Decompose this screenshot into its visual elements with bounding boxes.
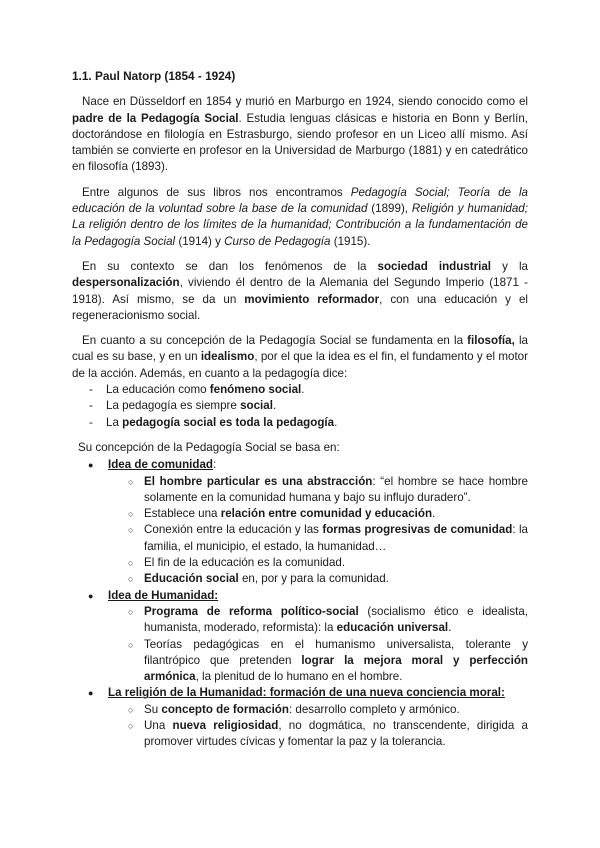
sub-item	[108, 637, 528, 686]
section-label: Idea de Humanidad:	[108, 588, 219, 602]
bullet-icon: ●	[88, 460, 94, 471]
text-run: (socialismo ético e idealista, humanista, moderado, reformista): la	[144, 604, 529, 635]
context-paragraph	[72, 259, 528, 324]
dash-marker: -	[89, 415, 93, 429]
circle-bullet-icon: ○	[128, 525, 134, 536]
text-run: Entre algunos de sus libros nos encontramos	[82, 185, 351, 199]
bold-run: educación universal	[336, 621, 449, 635]
text-run: .	[301, 383, 305, 397]
text-run: : desarrollo completo y armónico.	[288, 702, 460, 716]
biography-paragraph	[72, 94, 528, 175]
section-humanity	[72, 588, 528, 686]
text-run: .	[448, 621, 452, 635]
section-label: La religión de la Humanidad: formación de una nueva conciencia moral:	[108, 686, 505, 700]
bold-run: El hombre particular es una abstracción	[144, 474, 373, 488]
bold-run: sociedad industrial	[377, 259, 492, 273]
circle-bullet-icon: ○	[128, 704, 134, 715]
bold-run: pedagogía social es toda la pedagogía	[122, 415, 335, 429]
text-run: , viviendo él dentro de la Alemania del Segundo Imperio (1871 - 1918). Así mismo, se da un	[72, 276, 528, 306]
sub-item	[108, 474, 528, 507]
text-run: : la familia, el municipio, el estado, la humanidad…	[144, 523, 528, 553]
text-run: En su contexto se dan los fenómenos de la	[82, 259, 378, 273]
text-run: Teorías pedagógicas en el humanismo universalista, tolerante y filantrópico que pretenden	[144, 637, 528, 667]
text-run: Establece una	[144, 507, 221, 521]
bold-run: Programa de reforma político-social	[144, 604, 359, 618]
text-run: (1915).	[330, 234, 371, 248]
text-run: y la	[491, 259, 528, 273]
bold-run: despersonalización	[72, 276, 180, 290]
bold-run: lograr la mejora moral y perfección armónica	[144, 653, 528, 684]
sub-list	[108, 702, 528, 751]
text-run: : “el hombre se hace hombre solamente en la comunidad humana y bajo su influjo duradero”.	[144, 474, 528, 504]
bold-run: Educación social	[144, 572, 239, 586]
sub-item	[108, 522, 528, 555]
text-run: , la plenitud de lo humano en el hombre.	[195, 670, 403, 684]
sub-list	[108, 604, 528, 685]
text-run: La educación como	[106, 383, 210, 397]
bold-run: social	[240, 399, 273, 413]
circle-bullet-icon: ○	[128, 509, 134, 520]
bold-run: relación entre comunidad y educación	[220, 507, 433, 521]
bold-run: idealismo	[200, 350, 255, 364]
dash-list-item	[72, 398, 528, 414]
books-paragraph	[72, 185, 528, 250]
text-run: (1914) y	[175, 234, 225, 248]
section-heading: 1.1. Paul Natorp (1854 - 1924)	[72, 69, 236, 83]
sub-list	[108, 474, 528, 588]
text-run: . Estudia lenguas clásicas e historia en Bonn y Berlín, doctorándose en filología en Estrasburgo, siendo profesor en un Liceo allí mismo. Así también se convierte en profesor en la Universidad de Marburgo (1881) y en catedrático en filosofía (1893).	[72, 111, 529, 174]
bold-run: nueva religiosidad	[172, 718, 279, 732]
conception-paragraph	[72, 333, 528, 382]
section-label: Idea de comunidad	[108, 458, 214, 472]
bold-run: filosofía,	[467, 334, 515, 348]
italic-run: Religión y humanidad; La religión dentro de los límites de la humanidad; Contribución a la fundamentación de la Pedagogía Social	[72, 202, 528, 248]
italic-run: Curso de Pedagogía	[224, 234, 331, 248]
bold-run: fenómeno social	[209, 383, 302, 397]
text-run: La	[106, 415, 123, 429]
sub-item	[108, 604, 528, 637]
text-run: Nace en Düsseldorf en 1854 y murió en Marburgo en 1924, siendo conocido como el	[82, 95, 528, 109]
concept-bullet-list	[72, 457, 528, 750]
text-run: .	[432, 507, 436, 521]
text-run: La pedagogía es siempre	[106, 399, 241, 413]
circle-bullet-icon: ○	[128, 606, 134, 617]
document-page	[72, 68, 528, 751]
text-run: Su	[144, 702, 162, 716]
sub-item	[108, 718, 528, 751]
text-run: Una	[144, 718, 173, 732]
text-run: , por el que la idea es el fin, el fundamento y el motor de la acción. Además, en cuanto a la pedagogía dice:	[72, 350, 528, 380]
dash-marker: -	[89, 399, 93, 413]
circle-bullet-icon: ○	[128, 720, 134, 731]
dash-list-item	[72, 415, 528, 431]
sub-item	[108, 555, 528, 571]
dash-list-item	[72, 382, 528, 398]
basis-intro: Su concepción de la Pedagogía Social se basa en:	[78, 440, 340, 454]
bold-run: padre de la Pedagogía Social	[72, 111, 239, 125]
circle-bullet-icon: ○	[128, 476, 134, 487]
section-community	[72, 457, 528, 587]
circle-bullet-icon: ○	[128, 574, 134, 585]
text-run: (1899),	[367, 202, 412, 216]
text-run: El fin de la educación es la comunidad.	[144, 556, 346, 570]
text-run: en, por y para la comunidad.	[238, 572, 389, 586]
text-run: .	[272, 399, 277, 413]
sub-item	[108, 571, 528, 587]
bullet-icon: ●	[88, 688, 94, 699]
bold-run: concepto de formación	[161, 702, 289, 716]
dash-marker: -	[89, 383, 93, 397]
bullet-icon: ●	[88, 590, 94, 601]
section-religion	[72, 685, 528, 750]
circle-bullet-icon: ○	[128, 639, 134, 650]
bold-run: movimiento reformador	[244, 292, 380, 306]
circle-bullet-icon: ○	[128, 558, 134, 569]
text-run: , con una educación y el regeneracionismo social.	[72, 292, 528, 322]
text-run: :	[213, 458, 217, 472]
text-run: Conexión entre la educación y las	[144, 523, 323, 537]
text-run: , no dogmática, no transcendente, dirigida a promover virtudes cívicas y fomentar la paz y la tolerancia.	[144, 718, 528, 749]
text-run: .	[334, 415, 338, 429]
sub-item	[108, 506, 528, 522]
italic-run: Pedagogía Social; Teoría de la educación de la voluntad sobre la base de la comunidad	[72, 185, 528, 216]
text-run: En cuanto a su concepción de la Pedagogía Social se fundamenta en la	[82, 334, 468, 348]
sub-item	[108, 702, 528, 718]
pedagogy-dash-list	[72, 382, 528, 431]
bold-run: formas progresivas de comunidad	[322, 523, 513, 537]
text-run: la cual es su base, y en un	[72, 334, 528, 364]
